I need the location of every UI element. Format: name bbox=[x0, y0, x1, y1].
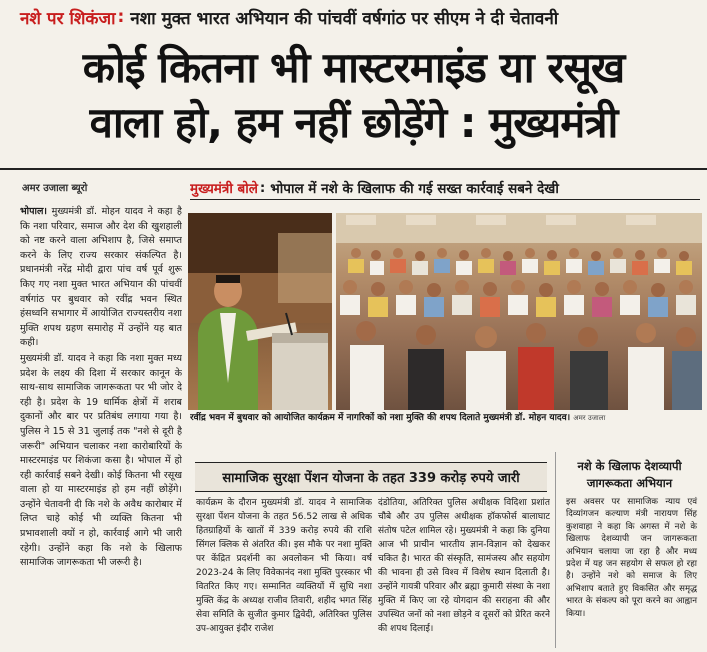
subhead-label: मुख्यमंत्री बोले bbox=[190, 180, 258, 197]
left-para-1: मुख्यमंत्री डॉ. मोहन यादव ने कहा है कि नशा परिवार, समाज और देश की खुशहाली को नष्ट करने वाला अभिशाप है, जिसे समाप्त करने के लिए राज्य सरकार संकल्पित है। प्रधानमंत्री नरेंद्र मोदी द्वारा पांच वर्ष पूर्व शुरू किए गए नशा मुक्त भारत अभियान की पांचवीं वर्षगांठ पर बुधवार को रवींद्र भवन स्थित हंसध्वनि सभागार में आयोजित राज्यस्तरीय नशा मुक्ति शपथ ग्रहण समारोह में उन्होंने यह बात कही। bbox=[20, 206, 182, 349]
photo-caption bbox=[190, 412, 702, 425]
photo-subhead bbox=[190, 176, 700, 200]
pension-subhead: सामाजिक सुरक्षा पेंशन योजना के तहत 339 करोड़ रुपये जारी bbox=[195, 462, 547, 492]
middle-para: कार्यक्रम के दौरान मुख्यमंत्री डॉ. यादव ने सामाजिक सुरक्षा पेंशन योजना के तहत 56.52 लाख से अधिक हितग्राहियों के खातों में 339 करोड़ रुपये की राशि सिंगल क्लिक से अंतरित की। इस मौके पर नशा मुक्ति पर केंद्रित प्रदर्शनी का अवलोकन भी किया। वर्ष 2023-24 के लिए विवेकानंद नशा मुक्ति पुरस्कार भी वितरित किए गए। सम्मानित व्यक्तियों में सुधि नशा मुक्ति केंद्र के अध्यक्ष राजीव तिवारी, शहीद भगत सिंह सेवा समिति के सुजीत कुमार द्विवेदी, अतिरिक्त पुलिस उप-आयुक्त इंदौर राजेश bbox=[196, 498, 372, 634]
subhead-separator: : bbox=[259, 179, 266, 196]
sidebox-heading: नशे के खिलाफ देशव्यापी जागरूकता अभियान bbox=[577, 459, 682, 490]
left-para-2: मुख्यमंत्री डॉ. यादव ने कहा कि नशा मुक्त मध्य प्रदेश के लक्ष्य की दिशा में सरकार कानून के साथ-साथ सामाजिक जागरूकता पर भी जोर दे रही है। प्रदेश के 19 धार्मिक क्षेत्रों में शराब दुकानों और बार पर प्रतिबंध लगाया गया है। पुलिस ने 15 से 31 जुलाई तक "नशे से दूरी है जरूरी" अभियान चलाकर नशा कारोबारियों के मास्टरमाइंड पर शिकंजा कसा है। भोपाल में हो रही कार्रवाई सबने देखी। कोई कितना भी रसूख वाला हो या मास्टरमाइंड हो हम नहीं छोड़ेंगे। उन्होंने चेतावनी दी कि नशे के अवैध कारोबार में लिप्त चाहे कोई भी व्यक्ति कितना भी प्रभावशाली क्यों न हो, कार्रवाई आगे भी जारी रहेगी। उन्होंने कहा कि नशे के खिलाफ सामाजिक जागरूकता भी जरूरी है। bbox=[20, 352, 182, 569]
right-para: दंडोतिया, अतिरिक्त पुलिस अधीक्षक विदिशा प्रशांत चौबे और उप पुलिस अधीक्षक हॉकफोर्स बालाघाट संतोष पटेल शामिल रहे। मुख्यमंत्री ने कहा कि दुनिया आज भी प्राचीन भारतीय ज्ञान-विज्ञान को देखकर चकित है। भारत की संस्कृति, सामंजस्य और सहयोग की भावना ही उसे विश्व में विशेष स्थान दिलाती है। उन्होंने गायत्री परिवार और ब्रह्मा कुमारी संस्था के नशा मुक्ति में किए जा रहे योगदान की सराहना की और उपस्थित जनों को नशा छोड़ने व दूसरों को प्रेरित करने की शपथ दिलाई। bbox=[378, 498, 550, 634]
caption-text: रवींद्र भवन में बुधवार को आयोजित कार्यक्रम में नागरिकों को नशा मुक्ति की शपथ दिलाते मुख्यमंत्री डॉ. मोहन यादव। bbox=[190, 413, 571, 423]
kicker bbox=[0, 0, 707, 34]
headline-rule bbox=[0, 168, 707, 170]
kicker-label: नशे पर शिकंजा bbox=[20, 8, 116, 29]
headline bbox=[0, 40, 707, 150]
dateline: भोपाल। bbox=[20, 206, 48, 217]
subhead-text: भोपाल में नशे के खिलाफ की गई सख्त कार्रवाई सबने देखी bbox=[270, 180, 559, 197]
sidebox-text: इस अवसर पर सामाजिक न्याय एवं दिव्यांगजन कल्याण मंत्री नारायण सिंह कुशवाहा ने कहा कि अगस्त में नशे के खिलाफ देशव्यापी जन जागरूकता अभियान चलाया जा रहा है और मध्य प्रदेश में यह जन सहयोग से सफल हो रहा है। उन्होंने नशे को समाज के लिए अभिशाप बताते हुए विकसित और समृद्ध भारत के संकल्प को पूरा करने का आह्वान किया। bbox=[566, 497, 697, 619]
byline: अमर उजाला ब्यूरो bbox=[22, 183, 88, 194]
right-column bbox=[378, 496, 550, 648]
caption-credit: अमर उजाला bbox=[573, 414, 606, 422]
kicker-text: नशा मुक्त भारत अभियान की पांचवीं वर्षगांठ पर सीएम ने दी चेतावनी bbox=[130, 8, 559, 29]
photo-cm-speaking bbox=[188, 213, 332, 410]
kicker-separator: : bbox=[117, 7, 125, 27]
sidebox bbox=[555, 452, 703, 648]
middle-column bbox=[196, 496, 372, 648]
headline-line-2: वाला हो, हम नहीं छोड़ेंगे : मुख्यमंत्री bbox=[89, 98, 618, 147]
photo-audience-illustration bbox=[336, 213, 702, 410]
photo-cm-speaking-illustration bbox=[188, 213, 332, 410]
photo-audience-pledge bbox=[336, 213, 702, 410]
left-column bbox=[20, 205, 182, 645]
headline-line-1: कोई कितना भी मास्टरमाइंड या रसूख bbox=[82, 43, 625, 92]
